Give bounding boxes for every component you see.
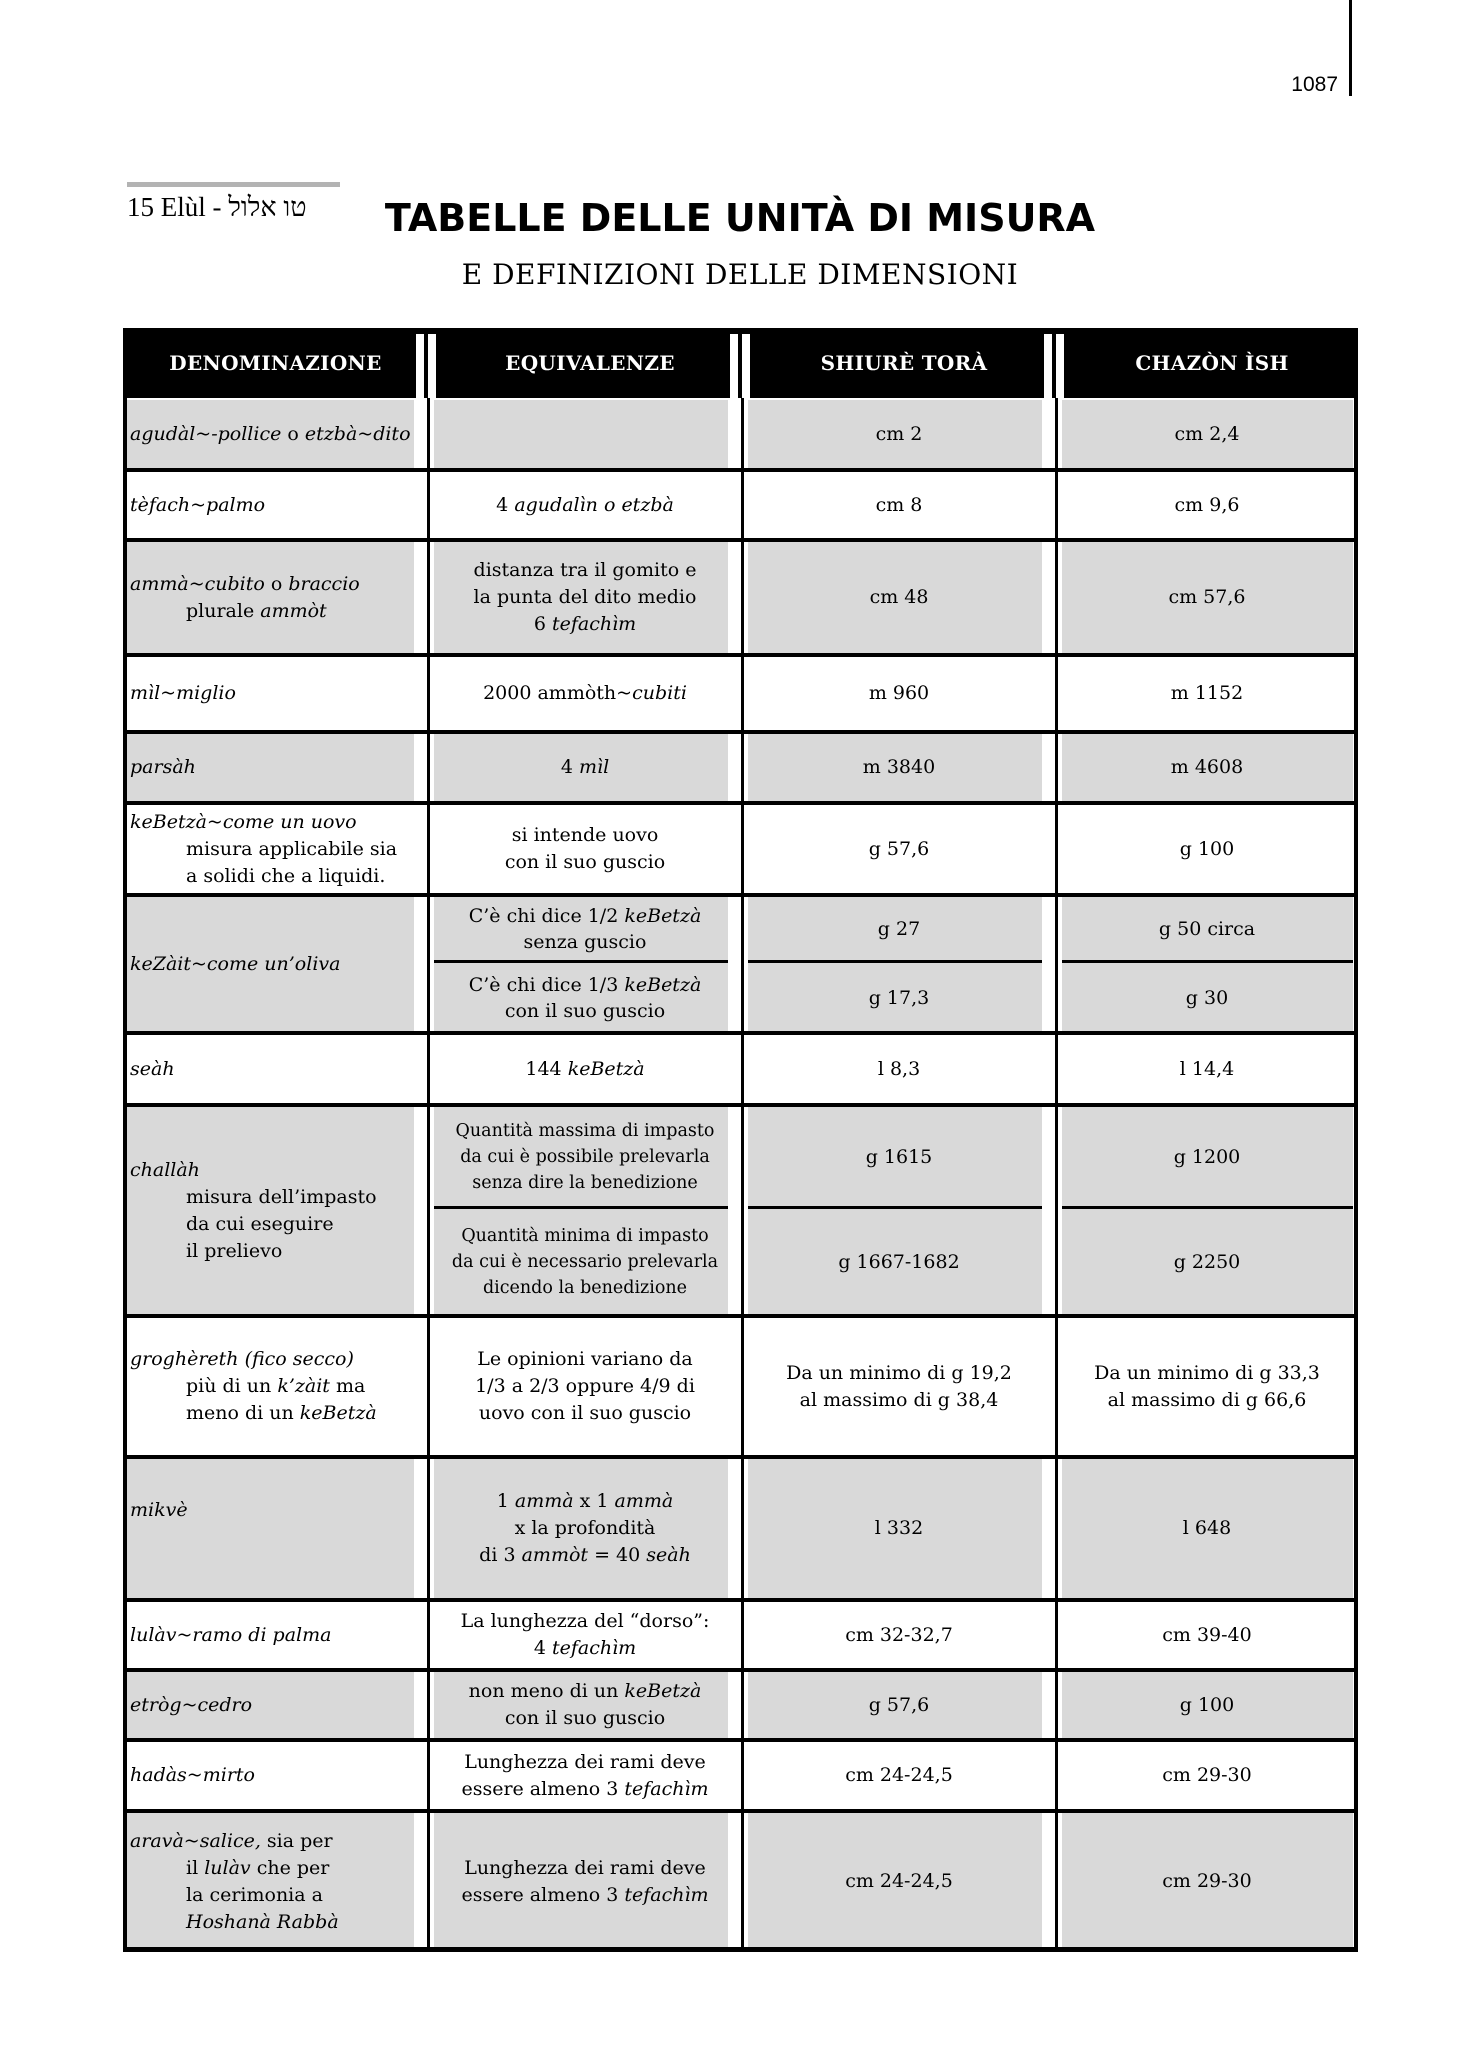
name-line: seàh xyxy=(130,1057,175,1080)
value: cm 39-40 xyxy=(1162,1623,1252,1646)
cell-equivalenze xyxy=(428,1316,742,1457)
chazon-ish-value xyxy=(1056,1033,1358,1105)
equivalence-line: Lunghezza dei rami deve xyxy=(464,1856,706,1879)
denominazione-text xyxy=(123,803,428,895)
table-header-row xyxy=(123,328,1358,398)
sub-cell xyxy=(428,1107,742,1207)
shiure-tora-value xyxy=(742,1740,1056,1811)
equivalence-line: Lunghezza dei rami deve xyxy=(464,1750,706,1773)
cell-shiure-tora xyxy=(742,1740,1056,1811)
header-divider xyxy=(1044,334,1064,398)
denominazione-text xyxy=(123,1316,428,1457)
denominazione-text xyxy=(123,1457,428,1600)
denominazione-text xyxy=(123,1033,428,1105)
cell-denominazione xyxy=(123,1457,428,1600)
sub-cell xyxy=(428,897,742,961)
cell-chazon-ish xyxy=(1056,803,1358,895)
cell-shiure-tora xyxy=(742,732,1056,803)
cell-denominazione xyxy=(123,1740,428,1811)
shiure-tora-value xyxy=(742,1600,1056,1670)
name-line: agudàl~-pollice o etzbà~dito xyxy=(130,422,411,445)
equivalence-line: Le opinioni variano da xyxy=(477,1348,693,1370)
chazon-ish-value xyxy=(1056,1740,1358,1811)
cell-denominazione xyxy=(123,398,428,470)
equivalence-line: 4 agudalìn o etzbà xyxy=(496,493,674,516)
denominazione-text xyxy=(123,1811,428,1952)
table-border-bottom xyxy=(123,1947,1358,1952)
shiure-tora-value xyxy=(742,398,1056,470)
shiure-tora-value: g 1667-1682 xyxy=(838,1251,960,1273)
value: m 960 xyxy=(868,682,930,704)
name-line: più di un k’zàit ma xyxy=(186,1375,366,1397)
value: l 332 xyxy=(874,1517,924,1539)
cell-chazon-ish xyxy=(1056,470,1358,540)
equivalenze-text xyxy=(428,732,742,803)
chazon-ish-value: g 50 circa xyxy=(1158,918,1256,940)
shiure-tora-value xyxy=(742,540,1056,655)
equivalence-line: senza dire la benedizione xyxy=(472,1173,698,1193)
cell-denominazione xyxy=(123,1033,428,1105)
value: cm 24-24,5 xyxy=(845,1870,953,1892)
cell-chazon-ish xyxy=(1056,1316,1358,1457)
shiure-tora-value xyxy=(742,803,1056,895)
equivalence-line: 144 keBetzà xyxy=(525,1057,645,1080)
denominazione-text xyxy=(123,732,428,803)
equivalenze-text xyxy=(428,540,742,655)
value: l 8,3 xyxy=(877,1057,921,1080)
denominazione-text xyxy=(123,895,428,1033)
shiure-tora-value xyxy=(742,655,1056,732)
sub-cell xyxy=(1056,1210,1358,1314)
name-line: ammà~cubito o braccio xyxy=(130,572,360,595)
sub-row-divider xyxy=(434,1206,728,1209)
chazon-ish-value xyxy=(1056,470,1358,540)
cell-equivalenze xyxy=(428,655,742,732)
denominazione-text xyxy=(123,398,428,470)
value: cm 2,4 xyxy=(1174,422,1240,445)
cell-equivalenze xyxy=(428,1033,742,1105)
cell-shiure-tora xyxy=(742,1033,1056,1105)
sub-row-divider xyxy=(1062,1206,1353,1209)
equivalence-line: di 3 ammòt = 40 seàh xyxy=(479,1544,691,1566)
cell-shiure-tora xyxy=(742,1670,1056,1740)
name-line: lulàv~ramo di palma xyxy=(130,1623,332,1646)
cell-shiure-tora xyxy=(742,1105,1056,1316)
equivalence-line: uovo con il suo guscio xyxy=(478,1402,692,1424)
chazon-ish-value: g 1200 xyxy=(1173,1146,1241,1168)
equivalenze-text xyxy=(428,803,742,895)
value: g 100 xyxy=(1179,837,1235,860)
value-line: al massimo di g 38,4 xyxy=(799,1388,999,1411)
value-line: Da un minimo di g 33,3 xyxy=(1094,1361,1320,1384)
equivalenze-text xyxy=(428,1600,742,1670)
table-border-left xyxy=(123,328,127,1952)
equivalence-line: 4 mìl xyxy=(560,756,610,778)
value: cm 48 xyxy=(869,586,929,608)
cell-equivalenze xyxy=(428,398,742,470)
chazon-ish-value xyxy=(1056,1600,1358,1670)
cell-equivalenze xyxy=(428,470,742,540)
equivalence-line: Quantità massima di impasto xyxy=(455,1121,715,1141)
equivalence-line: da cui è possibile prelevarla xyxy=(460,1147,710,1167)
cell-shiure-tora xyxy=(742,540,1056,655)
name-line: parsàh xyxy=(130,756,196,778)
value-line: Da un minimo di g 19,2 xyxy=(786,1361,1012,1384)
shiure-tora-value xyxy=(742,1811,1056,1952)
name-line: tèfach~palmo xyxy=(130,493,266,516)
table-border-right xyxy=(1354,328,1358,1952)
denominazione-text xyxy=(123,540,428,655)
shiure-tora-value: g 27 xyxy=(877,918,921,940)
chazon-ish-value xyxy=(1056,803,1358,895)
cell-shiure-tora xyxy=(742,1457,1056,1600)
cell-shiure-tora xyxy=(742,1600,1056,1670)
name-line: misura applicabile sia xyxy=(186,837,398,860)
page-edge-rule xyxy=(1349,0,1352,96)
equivalence-line: essere almeno 3 tefachìm xyxy=(461,1777,709,1800)
value: l 14,4 xyxy=(1179,1057,1235,1080)
sub-row-divider xyxy=(748,960,1042,963)
equivalenze-text xyxy=(428,398,742,470)
cell-denominazione xyxy=(123,1600,428,1670)
name-line: misura dell’impasto xyxy=(186,1185,377,1208)
cell-denominazione xyxy=(123,655,428,732)
equivalence-line: con il suo guscio xyxy=(504,999,666,1022)
denominazione-text xyxy=(123,1600,428,1670)
equivalence-line: 4 tefachìm xyxy=(533,1637,637,1659)
equivalence-line: La lunghezza del “dorso”: xyxy=(460,1610,710,1632)
name-line: challàh xyxy=(130,1158,200,1181)
cell-chazon-ish xyxy=(1056,1033,1358,1105)
chazon-ish-value: g 2250 xyxy=(1173,1251,1241,1273)
equivalenze-text xyxy=(428,1457,742,1600)
sub-cell xyxy=(1056,1107,1358,1207)
name-line: meno di un keBetzà xyxy=(186,1402,377,1424)
shiure-tora-value xyxy=(742,1033,1056,1105)
chazon-ish-value xyxy=(1056,1811,1358,1952)
cell-chazon-ish xyxy=(1056,540,1358,655)
value: cm 8 xyxy=(875,493,923,516)
cell-equivalenze xyxy=(428,1670,742,1740)
sub-cell xyxy=(742,897,1056,961)
cell-equivalenze xyxy=(428,803,742,895)
equivalence-line: essere almeno 3 tefachìm xyxy=(461,1883,709,1906)
column-divider xyxy=(427,398,430,1952)
date-label: 15 Elùl - טו אלול xyxy=(127,192,307,222)
equivalence-line: con il suo guscio xyxy=(504,851,666,873)
cell-chazon-ish xyxy=(1056,1105,1358,1316)
name-line: mìl~miglio xyxy=(130,682,236,704)
equivalenze-text xyxy=(428,655,742,732)
equivalence-line: Quantità minima di impasto xyxy=(461,1226,709,1246)
value: l 648 xyxy=(1182,1517,1232,1539)
cell-equivalenze xyxy=(428,1740,742,1811)
header-shiure-tora: SHIURÈ TORÀ xyxy=(820,351,988,375)
chazon-ish-value xyxy=(1056,732,1358,803)
cell-chazon-ish xyxy=(1056,1811,1358,1952)
sub-row-divider xyxy=(748,1206,1042,1209)
denominazione-text xyxy=(123,1740,428,1811)
chazon-ish-value xyxy=(1056,1457,1358,1600)
equivalence-line: C’è chi dice 1/3 keBetzà xyxy=(468,973,702,996)
denominazione-text xyxy=(123,470,428,540)
sub-cell xyxy=(1056,964,1358,1031)
value: cm 29-30 xyxy=(1162,1764,1252,1786)
shiure-tora-value: g 1615 xyxy=(865,1146,933,1168)
denominazione-text xyxy=(123,1670,428,1740)
equivalenze-text xyxy=(428,1811,742,1952)
page-number: 1087 xyxy=(1291,73,1338,96)
cell-denominazione xyxy=(123,540,428,655)
equivalence-line: non meno di un keBetzà xyxy=(468,1680,702,1702)
value: g 57,6 xyxy=(868,1693,930,1716)
chazon-ish-value xyxy=(1056,398,1358,470)
name-line: etròg~cedro xyxy=(130,1693,253,1716)
cell-shiure-tora xyxy=(742,1811,1056,1952)
equivalence-line: x la profondità xyxy=(514,1517,656,1539)
name-line: keZàit~come un’oliva xyxy=(130,952,341,975)
cell-chazon-ish xyxy=(1056,1600,1358,1670)
chazon-ish-value xyxy=(1056,655,1358,732)
cell-shiure-tora xyxy=(742,895,1056,1033)
equivalence-line: con il suo guscio xyxy=(504,1707,666,1729)
chazon-ish-value: g 30 xyxy=(1185,986,1229,1009)
header-equivalenze: EQUIVALENZE xyxy=(505,351,675,375)
value: m 4608 xyxy=(1170,756,1244,778)
sub-cell xyxy=(742,1107,1056,1207)
cell-shiure-tora xyxy=(742,470,1056,540)
cell-shiure-tora xyxy=(742,398,1056,470)
sub-row-divider xyxy=(1062,960,1353,963)
cell-equivalenze xyxy=(428,1457,742,1600)
name-line: a solidi che a liquidi. xyxy=(186,864,386,887)
cell-denominazione xyxy=(123,1670,428,1740)
cell-equivalenze xyxy=(428,1105,742,1316)
header-denominazione: DENOMINAZIONE xyxy=(169,351,382,375)
cell-chazon-ish xyxy=(1056,1740,1358,1811)
sub-row-divider xyxy=(434,960,728,963)
value: cm 9,6 xyxy=(1174,493,1240,516)
denominazione-text xyxy=(123,1105,428,1316)
sub-cell xyxy=(428,964,742,1031)
shiure-tora-value xyxy=(742,1457,1056,1600)
cell-denominazione xyxy=(123,1316,428,1457)
name-line: la cerimonia a xyxy=(186,1883,323,1906)
value: g 57,6 xyxy=(868,837,930,860)
cell-denominazione xyxy=(123,1811,428,1952)
denominazione-text xyxy=(123,655,428,732)
column-divider xyxy=(741,398,744,1952)
cell-denominazione xyxy=(123,470,428,540)
name-line: plurale ammòt xyxy=(186,599,327,622)
equivalence-line: distanza tra il gomito e xyxy=(473,559,697,581)
date-bar-decoration xyxy=(127,182,340,187)
name-line: groghèreth (fico secco) xyxy=(130,1348,354,1370)
header-divider xyxy=(730,334,750,398)
cell-equivalenze xyxy=(428,1600,742,1670)
equivalence-line: si intende uovo xyxy=(511,824,659,846)
shiure-tora-value xyxy=(742,1670,1056,1740)
shiure-tora-value xyxy=(742,1316,1056,1457)
cell-shiure-tora xyxy=(742,655,1056,732)
sub-cell xyxy=(742,964,1056,1031)
cell-denominazione xyxy=(123,1105,428,1316)
equivalenze-text xyxy=(428,1740,742,1811)
name-line: il lulàv che per xyxy=(186,1856,330,1879)
equivalence-line: C’è chi dice 1/2 keBetzà xyxy=(468,905,702,927)
cell-equivalenze xyxy=(428,1811,742,1952)
name-line: hadàs~mirto xyxy=(130,1764,255,1786)
column-divider xyxy=(1055,398,1058,1952)
equivalence-line: 2000 ammòth~cubiti xyxy=(483,682,687,704)
equivalence-line: 1/3 a 2/3 oppure 4/9 di xyxy=(475,1375,695,1397)
name-line: il prelievo xyxy=(186,1239,283,1262)
value: m 1152 xyxy=(1170,682,1244,704)
cell-chazon-ish xyxy=(1056,398,1358,470)
cell-denominazione xyxy=(123,732,428,803)
equivalence-line: senza guscio xyxy=(523,931,647,953)
chazon-ish-value xyxy=(1056,1316,1358,1457)
header-chazon-ish: CHAZÒN ÌSH xyxy=(1135,351,1289,375)
equivalence-line: 6 tefachìm xyxy=(533,613,637,635)
shiure-tora-value: g 17,3 xyxy=(868,986,930,1009)
equivalence-line: dicendo la benedizione xyxy=(482,1278,688,1298)
header-divider xyxy=(416,334,436,398)
equivalenze-text xyxy=(428,1670,742,1740)
equivalence-line: da cui è necessario prelevarla xyxy=(451,1252,719,1272)
chazon-ish-value xyxy=(1056,1670,1358,1740)
page-subtitle: E DEFINIZIONI DELLE DIMENSIONI xyxy=(461,258,1019,291)
cell-denominazione xyxy=(123,803,428,895)
cell-shiure-tora xyxy=(742,803,1056,895)
cell-chazon-ish xyxy=(1056,895,1358,1033)
cell-chazon-ish xyxy=(1056,1670,1358,1740)
value: cm 57,6 xyxy=(1168,586,1246,608)
value: g 100 xyxy=(1179,1693,1235,1716)
cell-equivalenze xyxy=(428,732,742,803)
value: cm 2 xyxy=(875,422,923,445)
name-line: mikvè xyxy=(130,1499,188,1521)
units-table xyxy=(123,328,1358,1952)
sub-cell xyxy=(428,1210,742,1314)
equivalenze-text xyxy=(428,470,742,540)
sub-cell xyxy=(1056,897,1358,961)
chazon-ish-value xyxy=(1056,540,1358,655)
cell-chazon-ish xyxy=(1056,655,1358,732)
cell-equivalenze xyxy=(428,540,742,655)
page-title: TABELLE DELLE UNITÀ DI MISURA xyxy=(384,196,1096,240)
value-line: al massimo di g 66,6 xyxy=(1107,1388,1307,1411)
value: cm 29-30 xyxy=(1162,1870,1252,1892)
shiure-tora-value xyxy=(742,470,1056,540)
name-line: Hoshanà Rabbà xyxy=(186,1910,339,1933)
equivalenze-text xyxy=(428,1033,742,1105)
sub-cell xyxy=(742,1210,1056,1314)
cell-chazon-ish xyxy=(1056,732,1358,803)
name-line: da cui eseguire xyxy=(186,1212,334,1235)
value: m 3840 xyxy=(862,756,936,778)
name-line: keBetzà~come un uovo xyxy=(130,810,357,833)
equivalenze-text xyxy=(428,1316,742,1457)
cell-denominazione xyxy=(123,895,428,1033)
shiure-tora-value xyxy=(742,732,1056,803)
name-line: aravà~salice, sia per xyxy=(130,1829,333,1852)
value: cm 24-24,5 xyxy=(845,1764,953,1786)
value: cm 32-32,7 xyxy=(845,1623,953,1646)
cell-shiure-tora xyxy=(742,1316,1056,1457)
equivalence-line: la punta del dito medio xyxy=(473,586,697,608)
cell-equivalenze xyxy=(428,895,742,1033)
equivalence-line: 1 ammà x 1 ammà xyxy=(496,1490,674,1512)
cell-chazon-ish xyxy=(1056,1457,1358,1600)
